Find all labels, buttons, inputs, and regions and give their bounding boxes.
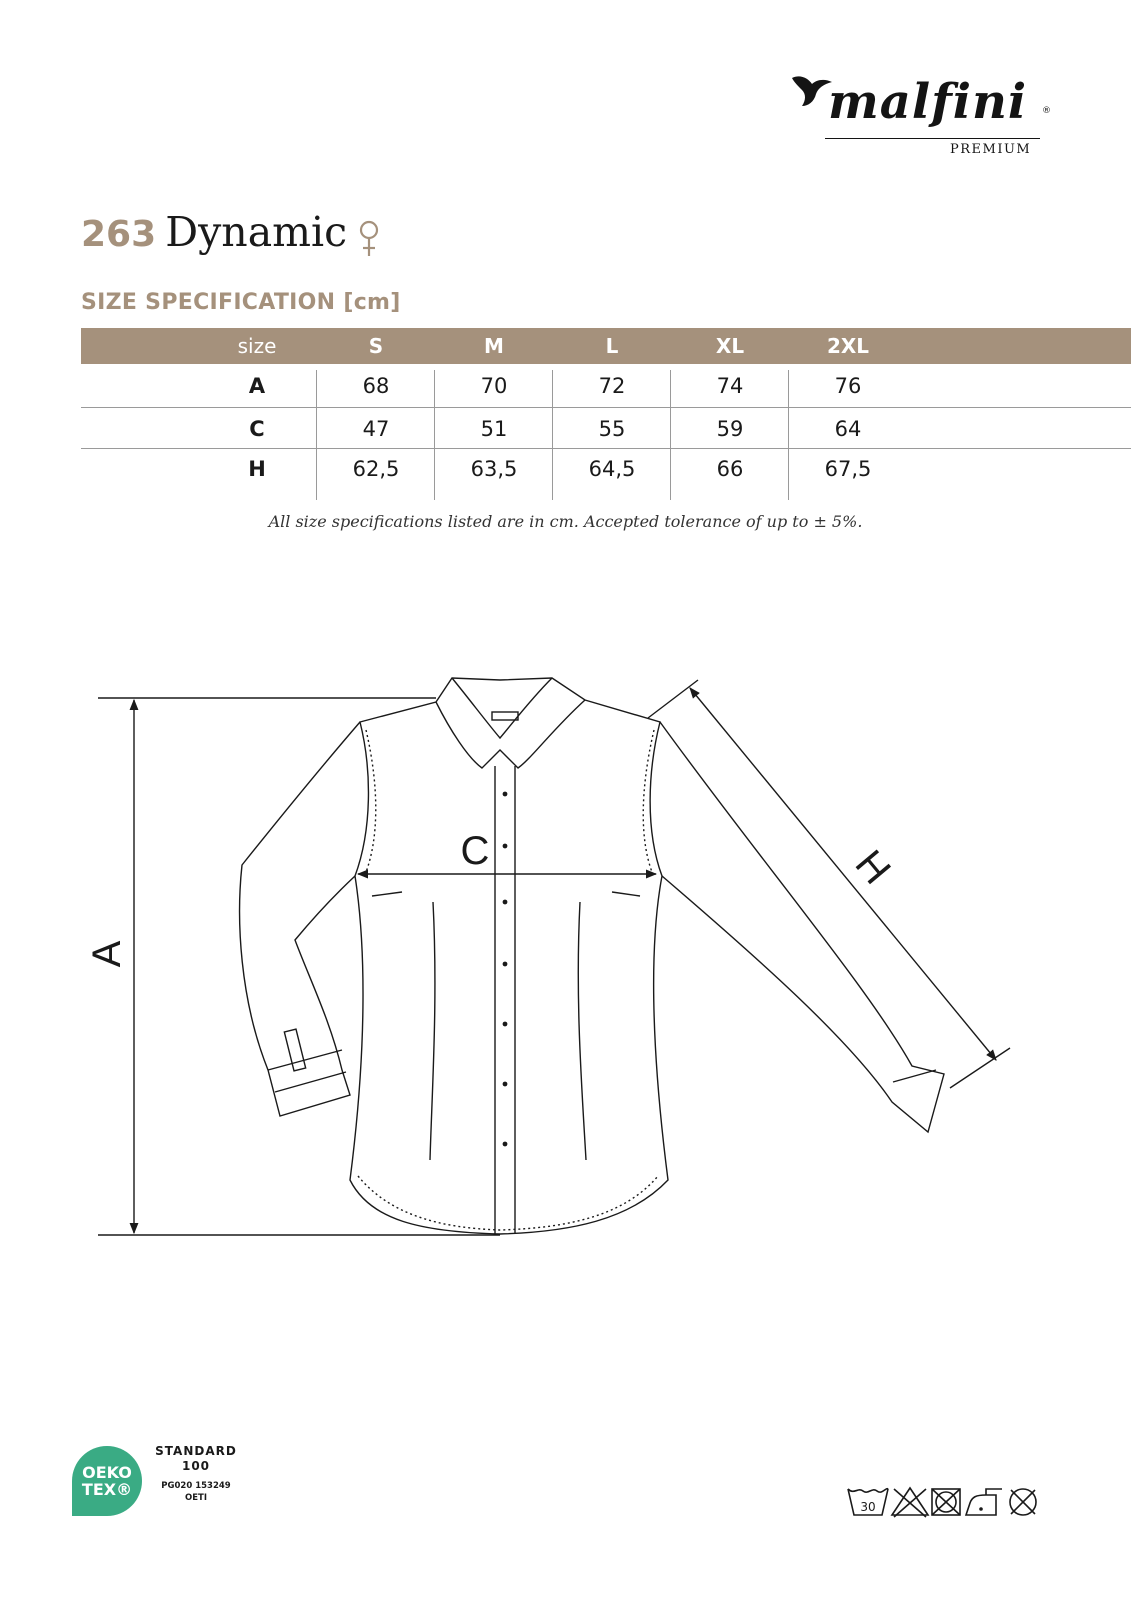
header-size-2xl: 2XL (826, 334, 870, 358)
product-title (81, 208, 380, 268)
standard-line2: 100 (181, 1459, 211, 1473)
table-row (81, 408, 1131, 451)
table-row (81, 365, 1131, 408)
table-cell: 74 (716, 374, 744, 398)
oeko-tex-badge (72, 1446, 142, 1516)
table-cell: 72 (598, 374, 626, 398)
tolerance-note: All size specifications listed are in cm. Accepted tolerance of up to ± 5%. (268, 512, 863, 531)
wash-temp: 30 (860, 1500, 876, 1514)
no-dry-clean-icon (1010, 1489, 1036, 1515)
brand-line: PREMIUM (950, 142, 1032, 157)
code-line2: OETI (185, 1493, 207, 1503)
header-size-s: S (368, 334, 384, 358)
row-label: C (249, 417, 265, 441)
standard-text (150, 1444, 242, 1474)
dimension-a (98, 698, 500, 1235)
no-bleach-icon (892, 1488, 928, 1517)
label-h: H (846, 842, 899, 893)
badge-line2: TEX® (81, 1480, 133, 1499)
table-cell: 70 (480, 374, 508, 398)
shirt-outline (240, 678, 944, 1234)
brand-logo (790, 66, 1060, 166)
table-cell: 68 (362, 374, 390, 398)
table-cell: 64 (834, 417, 862, 441)
table-cell: 76 (834, 374, 862, 398)
oeko-tex-certification (72, 1446, 312, 1526)
buttons (503, 792, 508, 1147)
header-size-label: size (237, 334, 277, 358)
product-code: 263 (81, 214, 157, 255)
registered-mark: ® (1042, 106, 1051, 116)
code-line1: PG020 153249 (161, 1481, 231, 1491)
table-cell: 55 (598, 417, 626, 441)
no-tumble-dry-icon (932, 1489, 960, 1515)
row-label: A (248, 374, 266, 398)
table-cell: 62,5 (352, 457, 400, 481)
row-label: H (248, 457, 266, 481)
dimension-h (648, 680, 1010, 1088)
header-size-l: L (605, 334, 619, 358)
spec-heading: SIZE SPECIFICATION [cm] (81, 290, 401, 315)
product-name: Dynamic (165, 208, 348, 256)
table-header (81, 328, 1131, 364)
logo-underline (825, 138, 1040, 139)
female-symbol-icon (358, 218, 380, 258)
table-row (81, 448, 1131, 491)
certification-code (150, 1480, 242, 1504)
table-cell: 66 (716, 457, 744, 481)
table-cell: 51 (480, 417, 508, 441)
shirt-measurement-diagram (0, 640, 1131, 1280)
table-cell: 64,5 (588, 457, 636, 481)
standard-line1: STANDARD (155, 1444, 237, 1458)
label-a: A (85, 940, 129, 968)
care-symbols (846, 1485, 1056, 1519)
size-table (81, 328, 1131, 500)
iron-dot (979, 1507, 983, 1511)
table-cell: 63,5 (470, 457, 518, 481)
brand-name: malfini (828, 74, 1028, 130)
badge-line1: OEKO (82, 1463, 132, 1482)
label-c: C (460, 829, 490, 873)
header-size-xl: XL (715, 334, 745, 358)
table-cell: 47 (362, 417, 390, 441)
table-cell: 59 (716, 417, 744, 441)
table-cell: 67,5 (824, 457, 872, 481)
header-size-m: M (484, 334, 504, 358)
iron-low-icon (966, 1489, 1002, 1515)
